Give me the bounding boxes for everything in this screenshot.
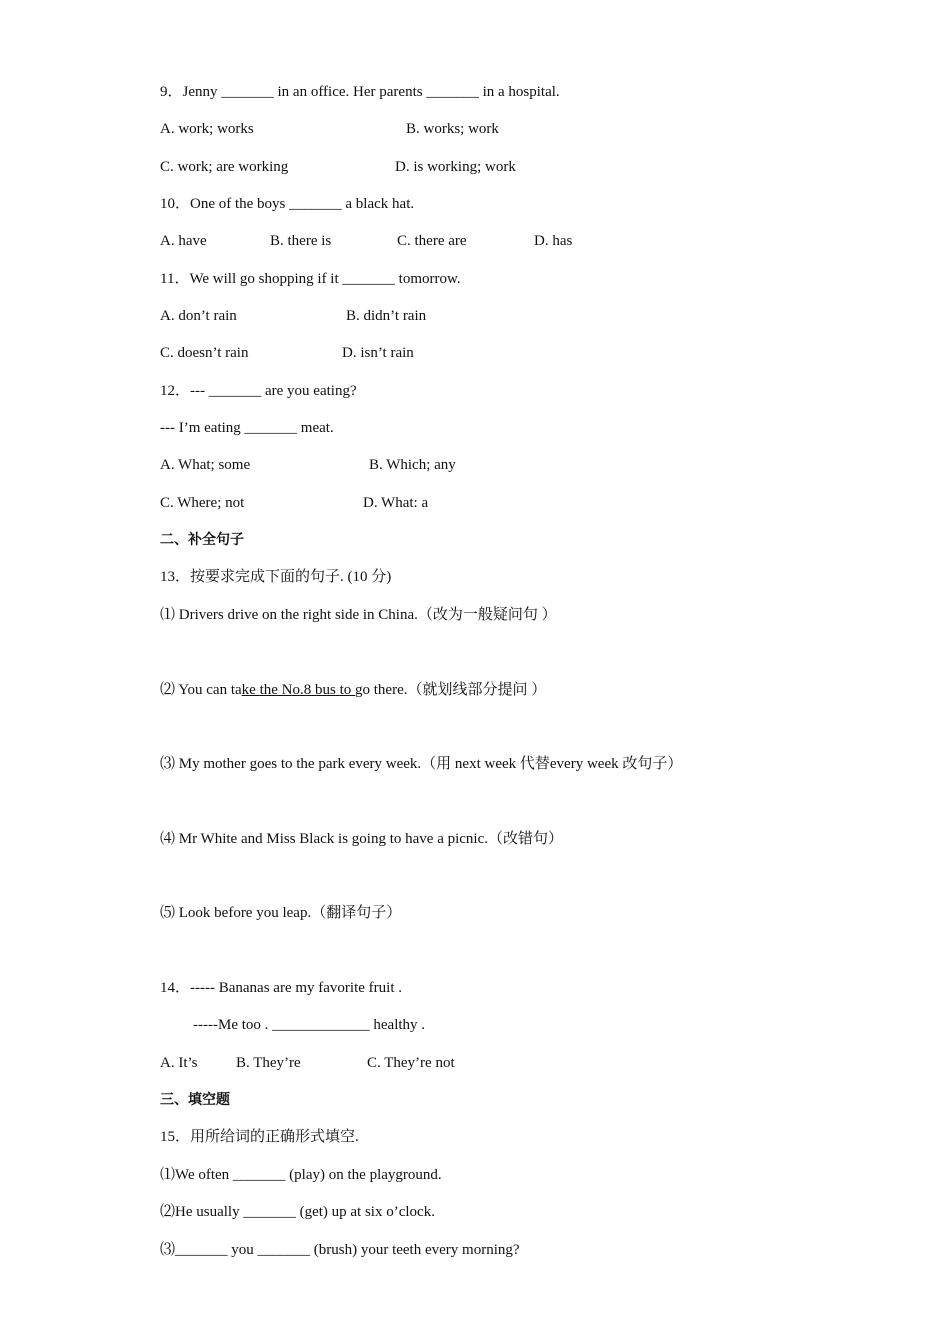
option-c: C. there are [397,233,467,249]
section-heading: 二、补全句子 [160,532,244,548]
sub-question-1: ⑴We often _______ (play) on the playground. [160,1167,442,1183]
option-d: D. What: a [363,495,429,511]
question-stem: 9．Jenny _______ in an office. Her parents _______ in a hospital. [160,84,560,100]
question-reply: -----Me too . _____________ healthy . [193,1017,426,1033]
question-stem: 13．按要求完成下面的句子. (10 分) [160,569,392,585]
sub-question-3: ⑶_______ you _______ (brush) your teeth every morning? [160,1242,520,1258]
sub-question-text: go there.（就划线部分提问 ） [355,682,547,698]
sub-question-text: ⑵ You can ta [160,682,242,698]
option-b: B. didn’t rain [346,308,427,324]
sub-question-5: ⑸ Look before you leap.（翻译句子） [160,905,402,921]
question-stem: 11．We will go shopping if it _______ tomorrow. [160,271,461,287]
sub-question-4: ⑷ Mr White and Miss Black is going to have a picnic.（改错句） [160,831,564,847]
sub-question-3: ⑶ My mother goes to the park every week.（用 next week 代替every week 改句子） [160,756,683,772]
option-c: C. doesn’t rain [160,345,249,361]
question-stem: 15．用所给词的正确形式填空. [160,1129,359,1145]
underlined-text: ke the No.8 bus to [241,682,355,698]
option-c: C. work; are working [160,159,289,175]
question-stem: 12．--- _______ are you eating? [160,383,357,399]
sub-question-1: ⑴ Drivers drive on the right side in China.（改为一般疑问句 ） [160,607,557,623]
option-b: B. They’re [236,1055,301,1071]
section-heading: 三、填空题 [160,1092,230,1108]
option-a: A. It’s [160,1055,198,1071]
option-a: A. What; some [160,457,251,473]
option-b: B. there is [270,233,332,249]
option-d: D. has [534,233,573,249]
sub-question-2: ⑵He usually _______ (get) up at six o’clock. [160,1204,435,1220]
option-a: A. have [160,233,207,249]
question-reply: --- I’m eating _______ meat. [160,420,334,436]
option-a: A. don’t rain [160,308,237,324]
option-b: B. works; work [406,121,499,137]
option-c: C. They’re not [367,1055,455,1071]
option-c: C. Where; not [160,495,245,511]
sub-question-2 [160,680,546,700]
option-d: D. is working; work [395,159,516,175]
option-a: A. work; works [160,121,254,137]
option-d: D. isn’t rain [342,345,414,361]
question-stem: 10．One of the boys _______ a black hat. [160,196,415,212]
question-stem: 14．----- Bananas are my favorite fruit . [160,980,402,996]
option-b: B. Which; any [369,457,456,473]
